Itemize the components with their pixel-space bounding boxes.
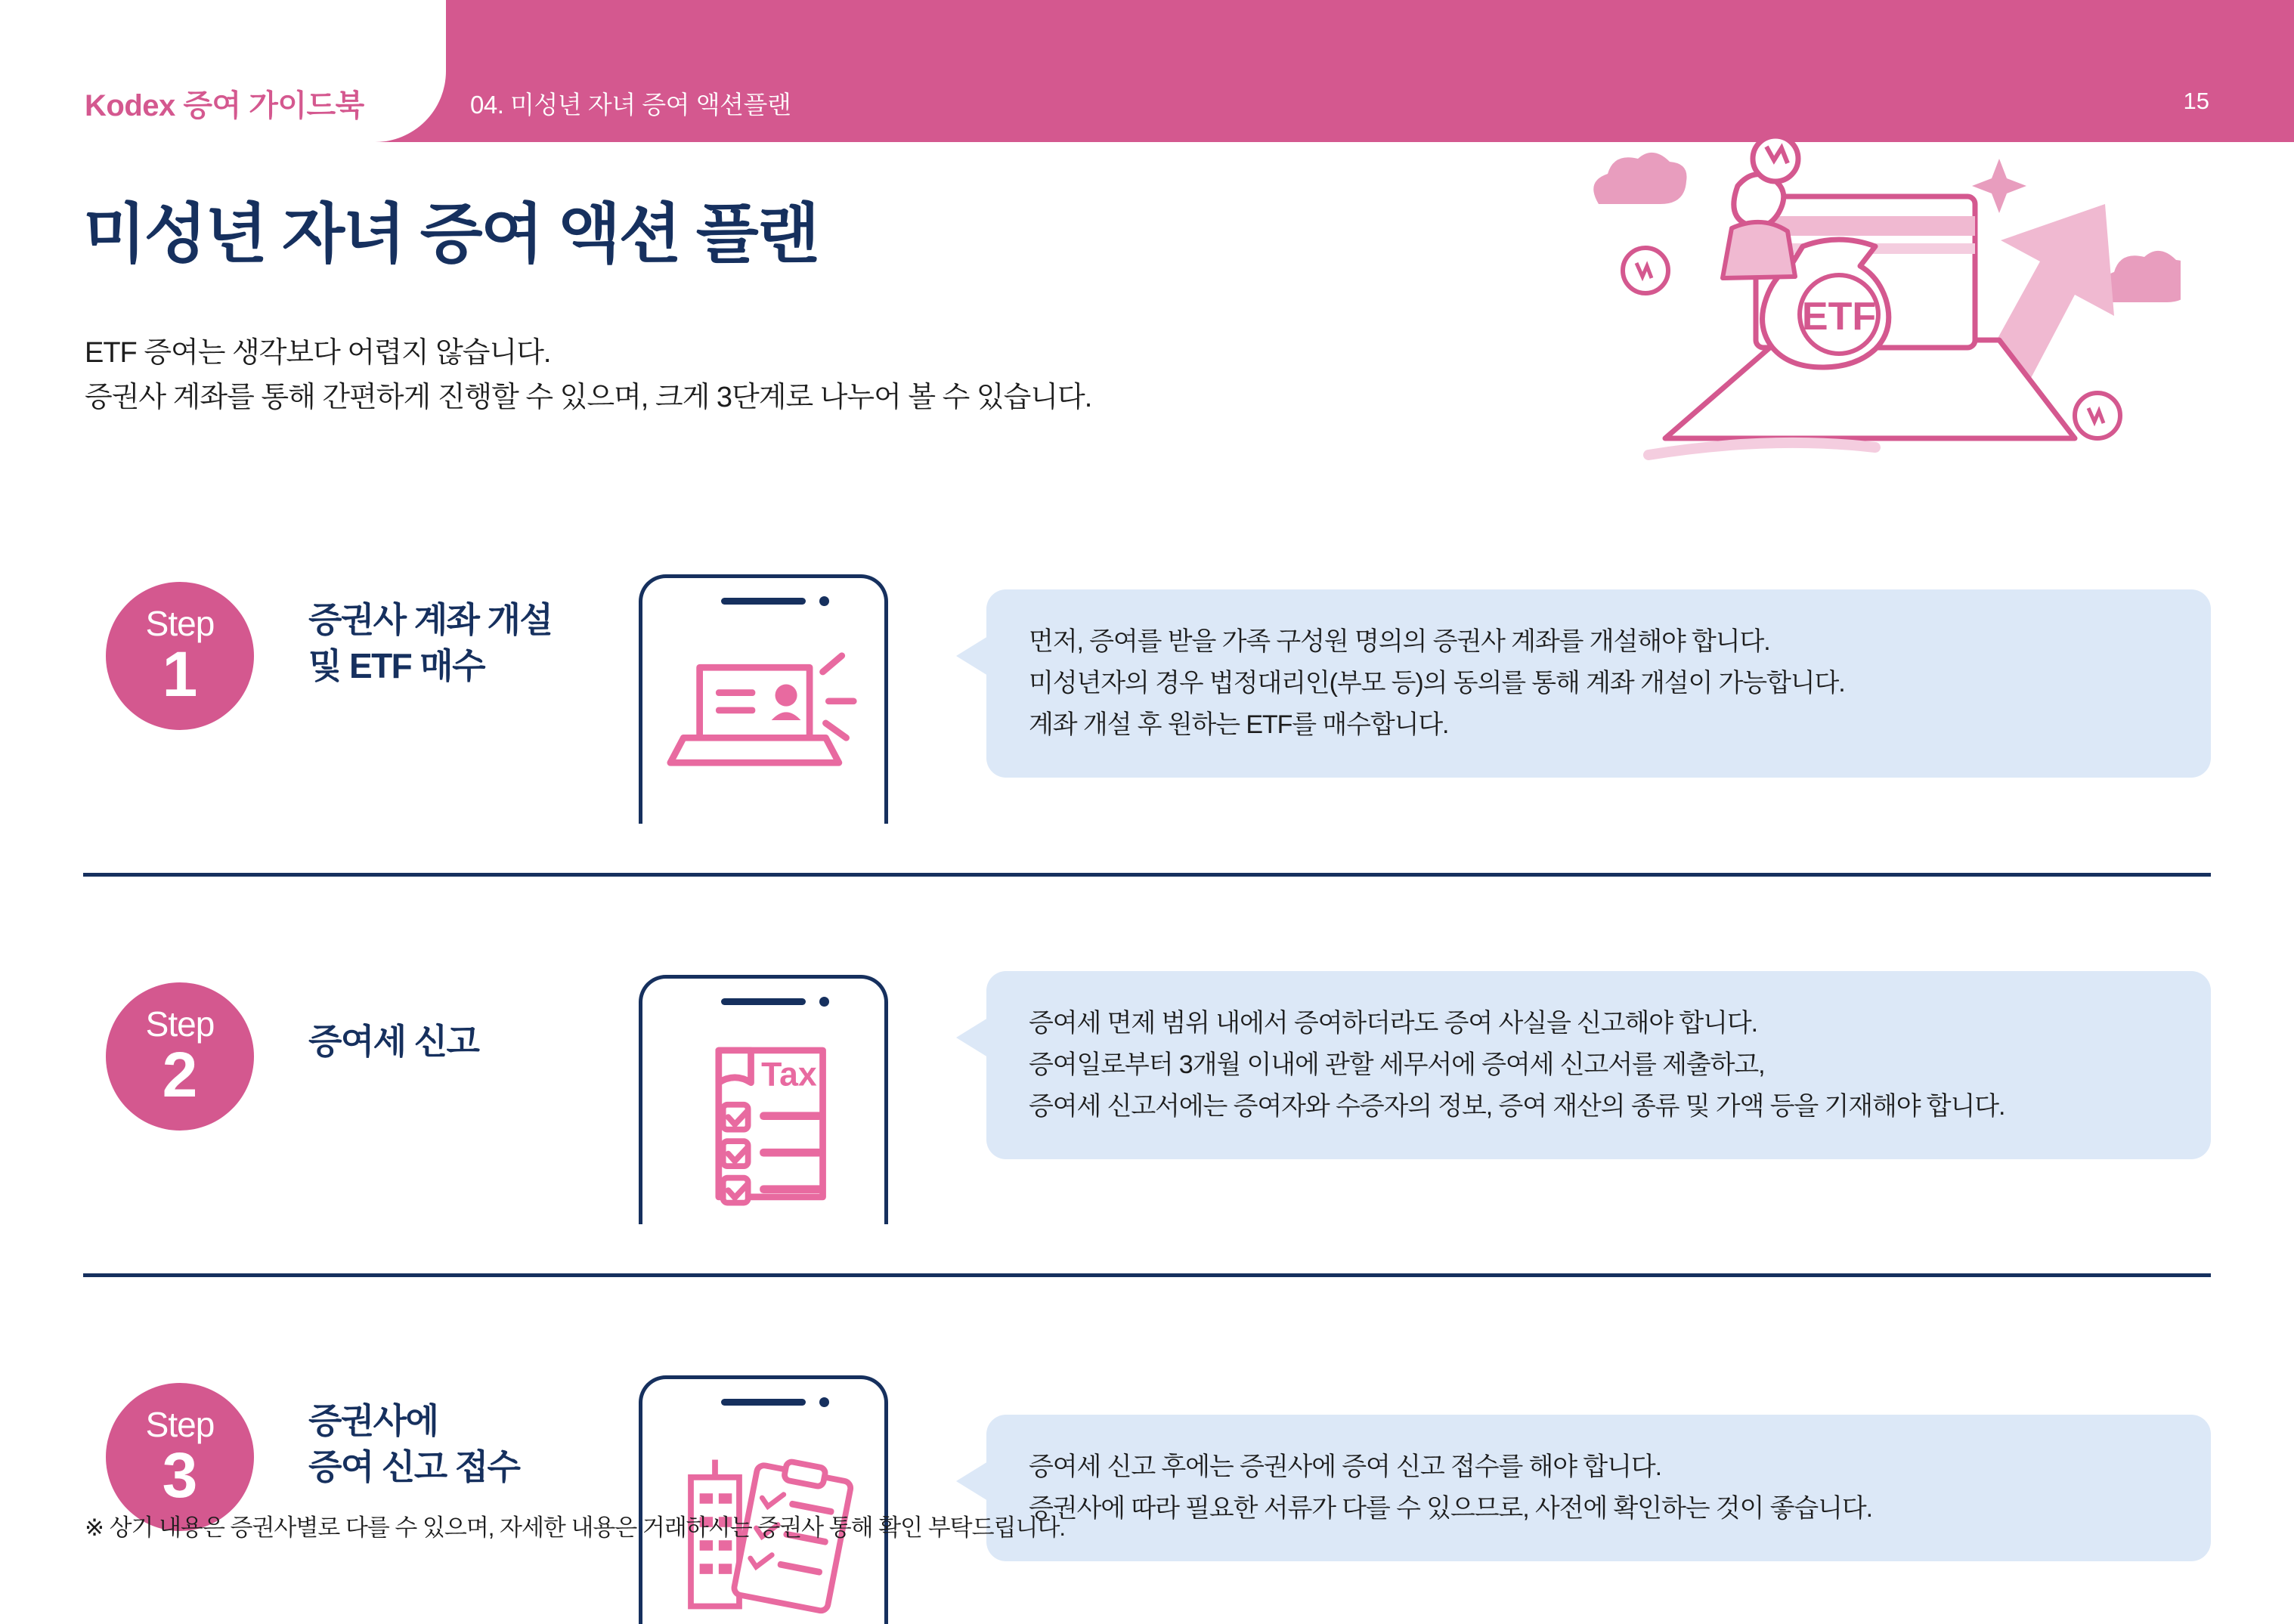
step-badge-2 [106,982,254,1131]
step-row [0,559,2294,877]
step-label-line-2: 증여 신고 접수 [308,1446,520,1486]
step-card-1 [639,574,888,824]
etf-badge-label: ETF [1801,295,1877,339]
bubble-line: 증여세 면제 범위 내에서 증여하더라도 증여 사실을 신고해야 합니다. [1029,1009,1757,1038]
page-number: 15 [2183,88,2209,114]
step-divider [83,873,2211,877]
step-badge-1 [106,582,254,730]
bubble-line: 먼저, 증여를 받을 가족 구성원 명의의 증권사 계좌를 개설해야 합니다. [1029,627,1770,656]
step-word: Step [145,1004,215,1044]
hero-illustration [1576,113,2181,514]
card-notch [721,998,806,1005]
step-label-line-1: 증권사에 [308,1401,438,1440]
bubble-line: 증여세 신고 후에는 증권사에 증여 신고 접수를 해야 합니다. [1029,1452,1661,1481]
step-number: 3 [162,1440,198,1511]
step-word: Step [145,604,215,643]
lead-line-1: ETF 증여는 생각보다 어렵지 않습니다. [85,337,551,369]
bubble-line: 미성년자의 경우 법정대리인(부모 등)의 동의를 통해 계좌 개설이 가능합니다. [1029,669,1845,698]
step-label-1 [308,597,626,688]
card-dot [819,997,829,1007]
step-number: 2 [162,1039,198,1110]
page-title: 미성년 자녀 증여 액션 플랜 [83,198,818,271]
footnote: ※ 상기 내용은 증권사별로 다를 수 있으며, 자세한 내용은 거래하시는 증권사 통해 확인 부탁드립니다. [85,1514,1066,1541]
brand-label: Kodex 증여 가이드북 [85,89,364,122]
lead-line-2: 증권사 계좌를 통해 간편하게 진행할 수 있으며, 크게 3단계로 나누어 볼 수 있습니다. [85,381,1092,413]
step-word: Step [145,1405,215,1444]
step-number: 1 [162,639,198,710]
card-notch [721,1399,806,1406]
step-bubble-3 [986,1415,2211,1561]
bubble-line: 계좌 개설 후 원하는 ETF를 매수합니다. [1029,710,1449,740]
tax-checklist-icon [642,1022,884,1220]
step-label-3 [308,1398,626,1489]
step-label-line-2: 및 ETF 매수 [308,645,484,685]
step-bubble-2 [986,971,2211,1159]
step-label-2 [308,1019,626,1065]
step-row [0,1360,2294,1624]
step-bubble-1 [986,589,2211,778]
step-row [0,960,2294,1277]
step-divider [83,1273,2211,1277]
card-dot [819,1397,829,1407]
bubble-line: 증여세 신고서에는 증여자와 수증자의 정보, 증여 재산의 종류 및 가액 등을 기재해야 합니다. [1029,1092,2005,1121]
step-label-line-1: 증여세 신고 [308,1022,479,1061]
card-foot [821,1224,853,1229]
steps-list [0,559,2294,1624]
card-notch [721,598,806,605]
step-card-3 [639,1375,888,1624]
step-card-2 [639,975,888,1224]
step-label-line-1: 증권사 계좌 개설 [308,600,553,639]
card-dot [819,596,829,606]
lead-paragraph [85,331,1091,420]
card-foot [821,824,853,828]
bubble-line: 증여일로부터 3개월 이내에 관할 세무서에 증여세 신고서를 제출하고, [1029,1050,1765,1080]
etf-growth-illustration [1576,113,2181,514]
section-label: 04. 미성년 자녀 증여 액션플랜 [470,91,791,119]
tax-label: Tax [761,1056,817,1093]
laptop-id-card-icon [642,622,884,820]
bubble-line: 증권사에 따라 필요한 서류가 다를 수 있으므로, 사전에 확인하는 것이 좋습니다. [1029,1494,1872,1523]
